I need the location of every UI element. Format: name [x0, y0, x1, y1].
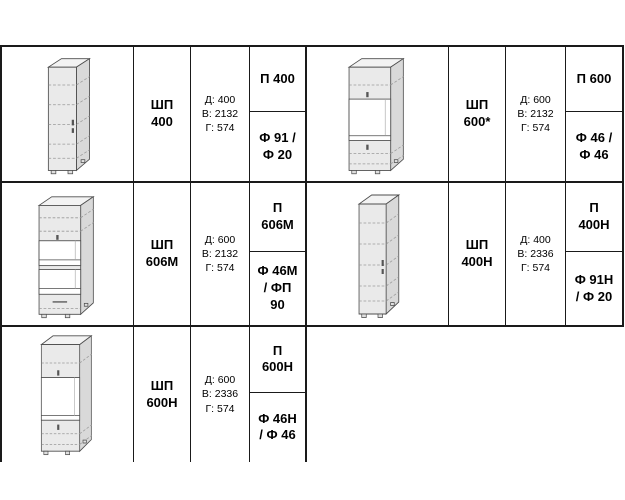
facade-codes-cell: [250, 183, 307, 325]
product-dimensions-cell: [506, 183, 566, 325]
facade-code-cell: [250, 393, 305, 462]
tall-shelf-cabinet-icon: [350, 190, 406, 322]
product-dimensions-cell: [191, 327, 250, 462]
panel-code-cell: [566, 183, 622, 252]
facade-code: Ф 46М / ФП 90: [257, 263, 298, 313]
product-name: ШП 400: [150, 97, 174, 129]
dimension-depth: Г: 574: [205, 122, 235, 135]
facade-code-cell: [250, 112, 305, 181]
dimension-depth: Г: 574: [205, 402, 235, 415]
panel-code-cell: [250, 327, 305, 393]
table-row: [0, 325, 624, 462]
cabinet-illustration-cell: [2, 47, 134, 181]
product-dimensions-cell: [191, 183, 250, 325]
dimension-depth: Г: 574: [520, 262, 551, 275]
product-table: [0, 45, 624, 462]
facade-code: Ф 91Н / Ф 20: [574, 271, 614, 304]
table-row: [0, 181, 624, 325]
product-name: ШП 400Н: [461, 237, 493, 269]
oven-niche-cabinet-icon: [340, 54, 416, 178]
product-dimensions-cell: [506, 47, 566, 181]
product-name-cell: [449, 183, 506, 325]
dimension-height: В: 2336: [201, 388, 239, 401]
dimension-depth: Г: 574: [205, 262, 235, 275]
double-niche-drawer-cabinet-icon: [30, 192, 106, 322]
facade-code-cell: [250, 252, 305, 325]
dimension-height: В: 2132: [201, 107, 239, 120]
facade-codes-cell: [566, 47, 624, 181]
dimension-length: Д: 600: [204, 233, 236, 246]
panel-code: П 606М: [261, 200, 294, 233]
cabinet-illustration-cell: [2, 327, 134, 462]
product-dimensions: [517, 93, 553, 136]
dimension-length: Д: 400: [204, 93, 236, 106]
dimension-length: Д: 600: [204, 374, 236, 387]
facade-code: Ф 46 / Ф 46: [575, 129, 613, 162]
panel-code: П 400: [260, 70, 295, 86]
product-dimensions: [202, 93, 238, 136]
product-name: ШП 600Н: [146, 377, 178, 410]
panel-code: П 400Н: [578, 200, 610, 233]
panel-code-cell: [250, 47, 305, 112]
facade-codes-cell: [566, 183, 624, 325]
dimension-height: В: 2132: [517, 107, 554, 120]
dimension-height: В: 2132: [201, 247, 239, 260]
product-dimensions: [202, 233, 238, 276]
cabinet-illustration-cell: [307, 47, 449, 181]
product-name-cell: [134, 327, 191, 462]
facade-code: Ф 46Н / Ф 46: [258, 410, 297, 443]
panel-code-cell: [250, 183, 305, 252]
facade-code-cell: [566, 252, 622, 325]
panel-code-cell: [566, 47, 622, 112]
facade-code: Ф 91 / Ф 20: [259, 129, 296, 162]
panel-code: П 600: [576, 70, 612, 86]
table-row: [0, 45, 624, 181]
facade-code-cell: [566, 112, 622, 181]
dimension-length: Д: 400: [520, 233, 551, 246]
product-name: ШП 600*: [463, 97, 491, 129]
product-dimensions: [202, 373, 238, 416]
facade-codes-cell: [250, 47, 307, 181]
product-dimensions: [517, 233, 553, 276]
product-dimensions-cell: [191, 47, 250, 181]
product-name: ШП 606М: [145, 237, 179, 269]
facade-codes-cell: [250, 327, 307, 462]
cabinet-illustration-cell: [2, 183, 134, 325]
tall-shelf-cabinet-icon: [39, 54, 97, 178]
dimension-height: В: 2336: [517, 247, 554, 260]
product-name-cell: [134, 183, 191, 325]
product-name-cell: [449, 47, 506, 181]
panel-code: П 600Н: [261, 342, 294, 375]
oven-niche-cabinet-icon: [33, 331, 103, 459]
dimension-length: Д: 600: [520, 93, 551, 106]
product-name-cell: [134, 47, 191, 181]
dimension-depth: Г: 574: [520, 122, 551, 135]
cabinet-illustration-cell: [307, 183, 449, 325]
